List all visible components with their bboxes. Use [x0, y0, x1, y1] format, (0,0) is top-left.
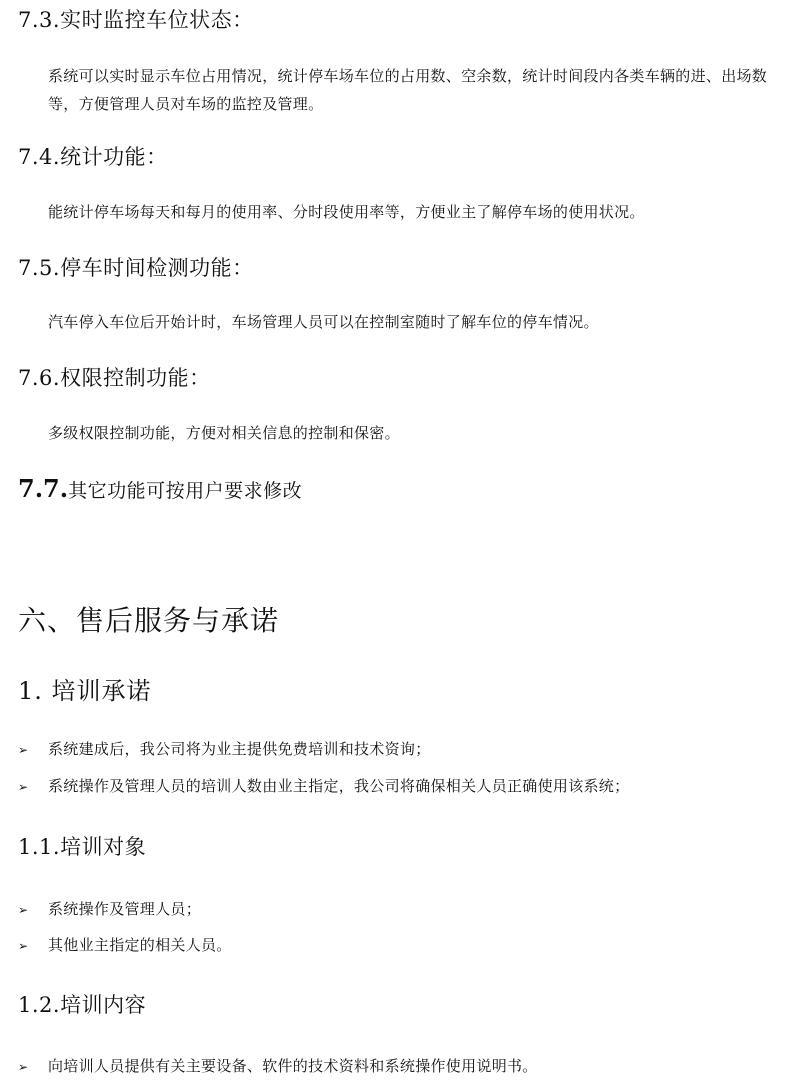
section-7-3-heading: 7.3.实时监控车位状态： [18, 8, 254, 32]
list-item-text: 向培训人员提供有关主要设备、软件的技术资料和系统操作使用说明书。 [48, 1057, 538, 1075]
list-item [18, 1055, 538, 1078]
arrowhead-bullet-icon: ➢ [18, 743, 29, 757]
training-commitment-heading: 1. 培训承诺 [18, 677, 152, 705]
section-7-5-body: 汽车停入车位后开始计时，车场管理人员可以在控制室随时了解车位的停车情况。 [48, 313, 599, 331]
list-item-text: 系统操作及管理人员的培训人数由业主指定，我公司将确保相关人员正确使用该系统； [48, 777, 630, 795]
list-item [18, 775, 629, 798]
section-1-1-heading: 1.1.培训对象 [18, 835, 147, 859]
list-item-text: 系统建成后，我公司将为业主提供免费培训和技术资询； [48, 740, 431, 758]
section-7-6-heading: 7.6.权限控制功能： [18, 366, 211, 390]
chapter-6-heading: 六、售后服务与承诺 [18, 604, 280, 637]
section-7-7-text: 其它功能可按用户要求修改 [68, 480, 303, 502]
section-7-3-body-line-2: 等，方便管理人员对车场的监控及管理。 [48, 95, 324, 113]
section-7-4-heading: 7.4.统计功能： [18, 145, 168, 169]
arrowhead-bullet-icon: ➢ [18, 903, 29, 917]
arrowhead-bullet-icon: ➢ [18, 939, 29, 953]
list-item [18, 934, 232, 957]
section-7-4-body: 能统计停车场每天和每月的使用率、分时段使用率等，方便业主了解停车场的使用状况。 [48, 203, 645, 221]
section-1-2-heading: 1.2.培训内容 [18, 993, 147, 1017]
section-7-3-body-line-1: 系统可以实时显示车位占用情况，统计停车场车位的占用数、空余数，统计时间段内各类车辆的进、出场数 [48, 67, 768, 85]
section-7-7-heading [18, 474, 302, 505]
list-item-text: 其他业主指定的相关人员。 [48, 936, 232, 954]
section-7-5-heading: 7.5.停车时间检测功能： [18, 256, 254, 280]
arrowhead-bullet-icon: ➢ [18, 780, 29, 794]
section-7-7-number: 7.7. [18, 474, 69, 503]
list-item-text: 系统操作及管理人员； [48, 900, 202, 918]
section-7-6-body: 多级权限控制功能，方便对相关信息的控制和保密。 [48, 424, 400, 442]
list-item [18, 738, 431, 761]
list-item [18, 898, 201, 921]
arrowhead-bullet-icon: ➢ [18, 1060, 29, 1074]
